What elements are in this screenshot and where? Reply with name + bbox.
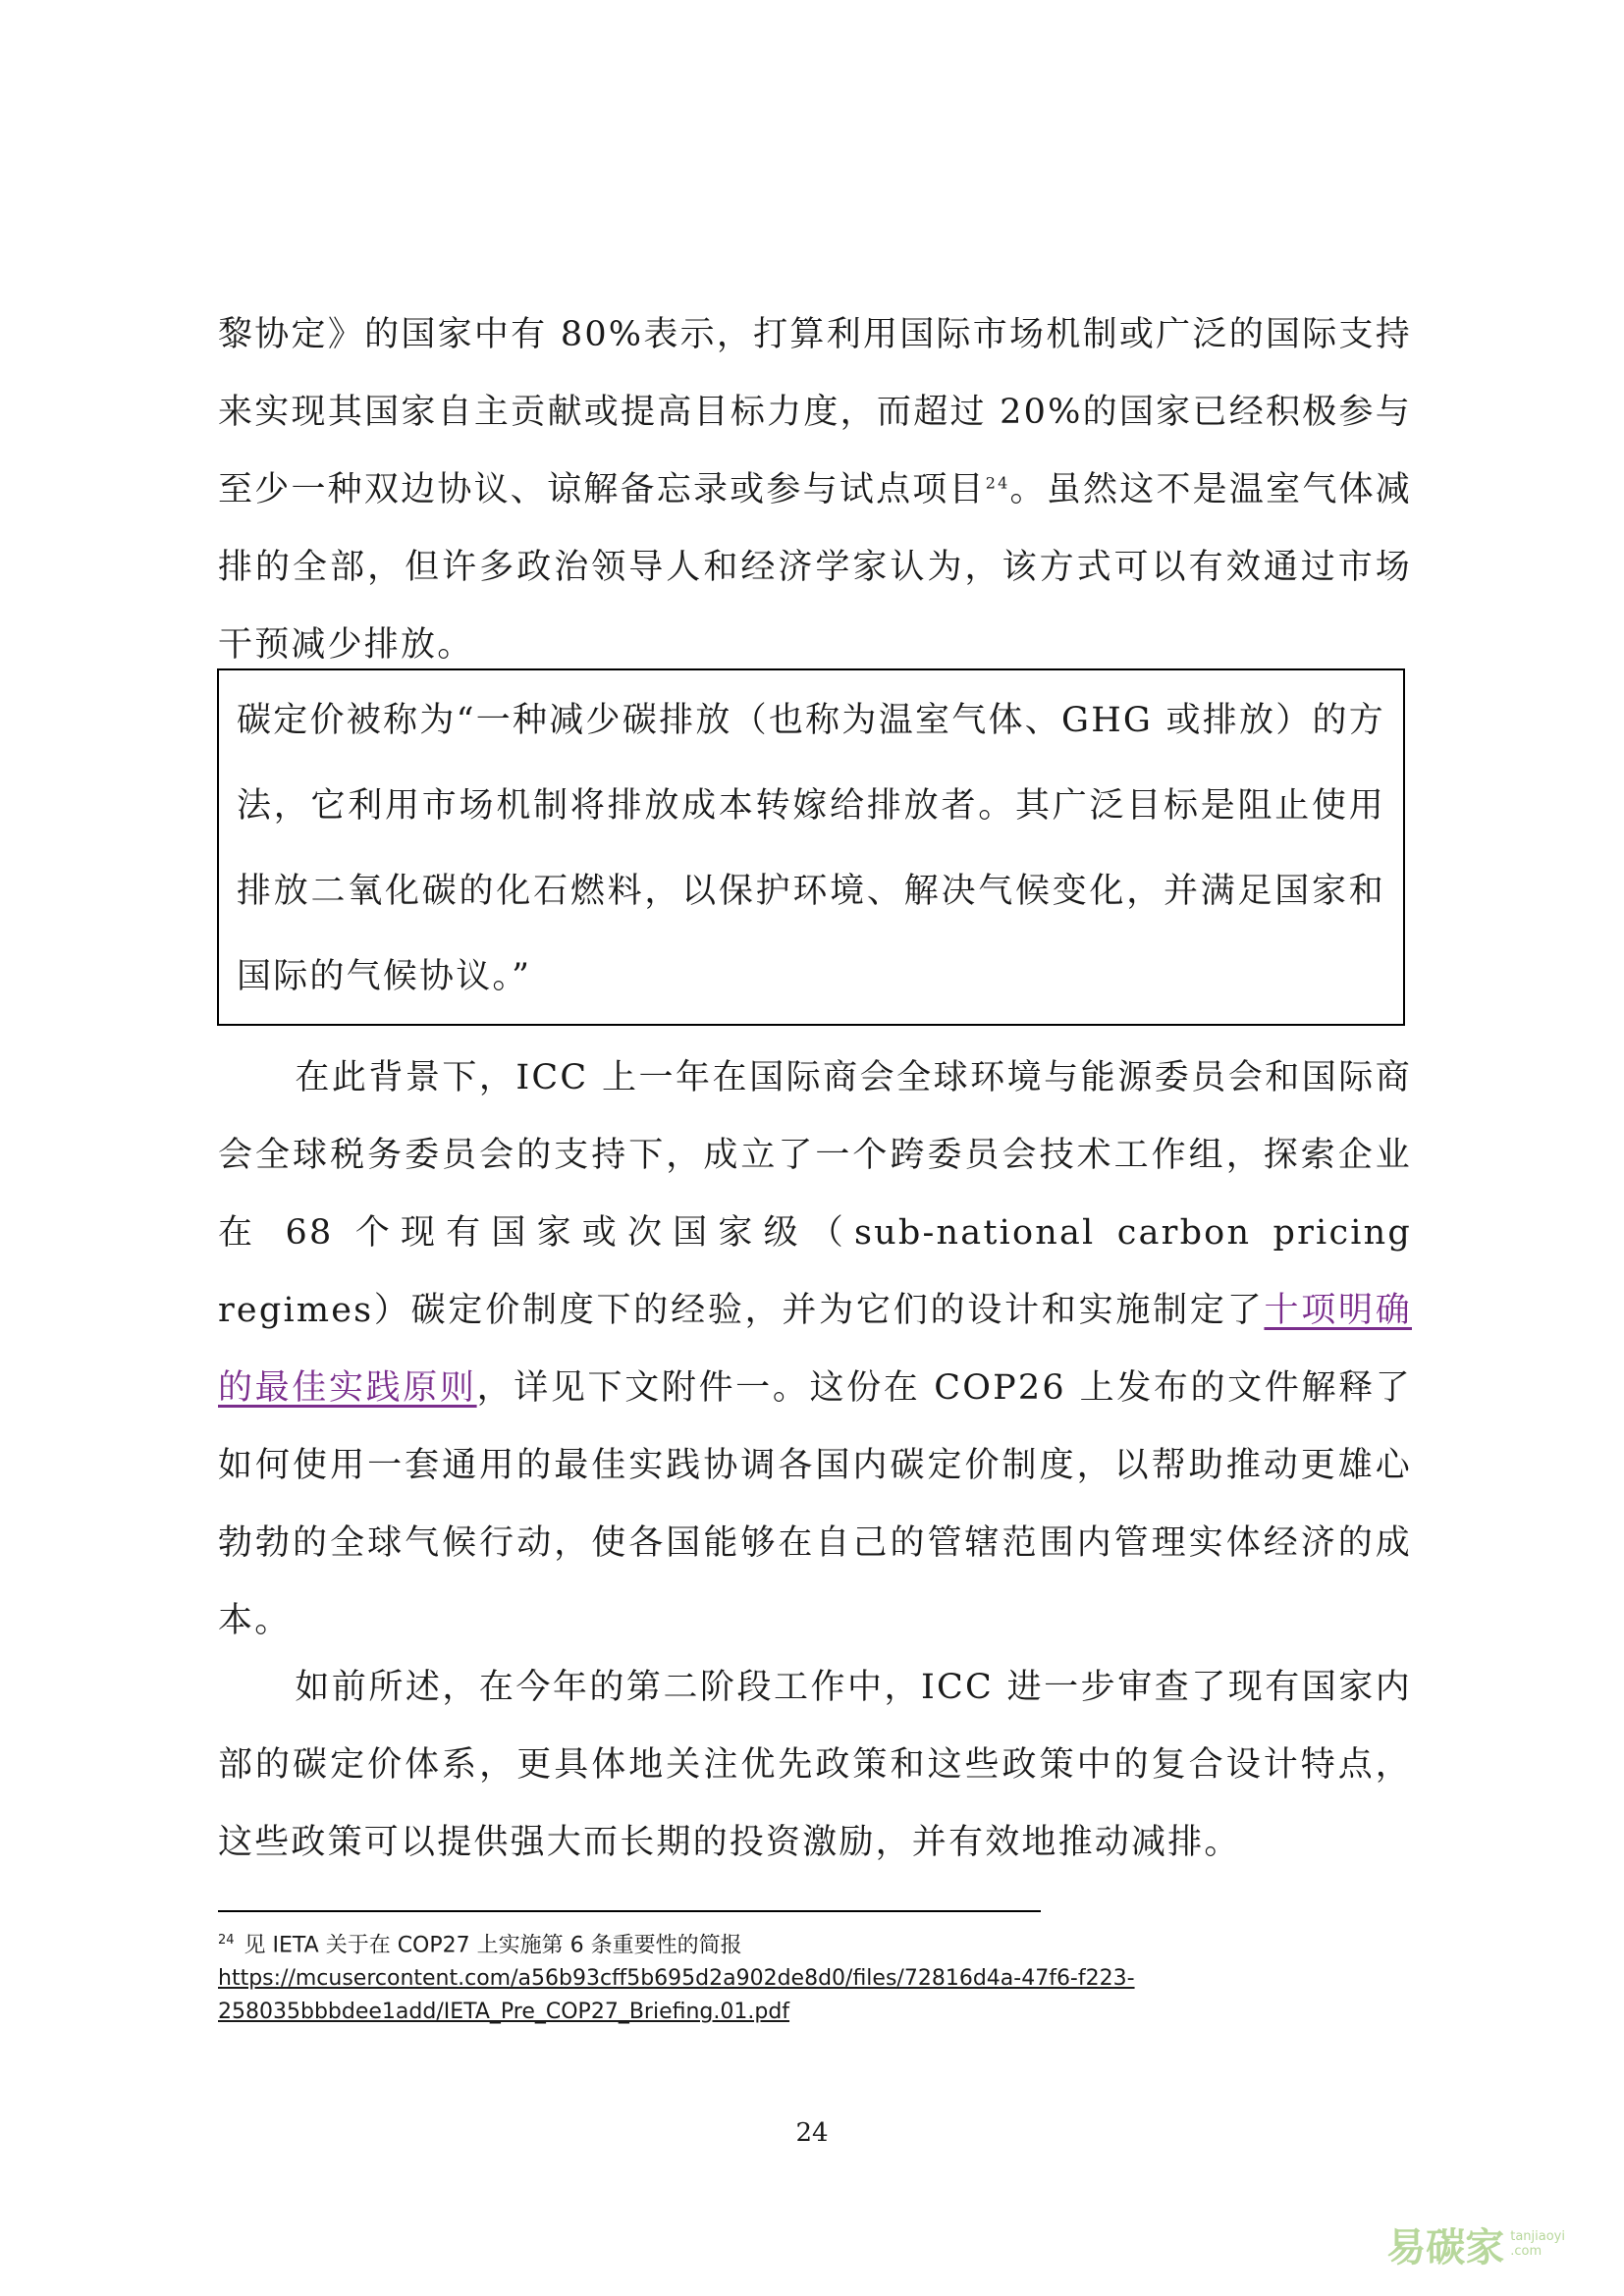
watermark-logo [1386, 2219, 1565, 2269]
footnote-separator [218, 1910, 1041, 1912]
paragraph-2 [218, 1040, 1412, 1660]
watermark-domain-top: tanjiaoyi [1510, 2229, 1565, 2244]
footnote-reference-24[interactable]: 24 [985, 473, 1010, 493]
quote-text: 碳定价被称为“一种减少碳排放（也称为温室气体、GHG 或排放）的方法，它利用市场机制将排放成本转嫁给排放者。其广泛目标是阻止使用排放二氧化碳的化石燃料，以保护环境、解决气候变化，并满足国家和国际的气候协议。” [237, 701, 1385, 996]
page-number: 24 [795, 2118, 829, 2148]
footnote-text: 见 IETA 关于在 COP27 上实施第 6 条重要性的简报 [244, 1933, 742, 1958]
best-practice-principles-link[interactable]: 十项明确的最佳实践原则 [218, 1291, 1412, 1408]
watermark-domain-bottom: .com [1510, 2244, 1543, 2259]
paragraph-3 [218, 1649, 1412, 1882]
paragraph-1-text: 黎协定》的国家中有 80%表示，打算利用国际市场机制或广泛的国际支持来实现其国家自主贡献或提高目标力度，而超过 20%的国家已经积极参与至少一种双边协议、谅解备忘录或参与试点项目 [218, 315, 1412, 509]
paragraph-1 [218, 296, 1412, 684]
watermark-domain [1510, 2229, 1565, 2259]
paragraph-2-text-cont: ，详见下文附件一。这份在 COP26 上发布的文件解释了如何使用一套通用的最佳实践协调各国内碳定价制度，以帮助推动更雄心勃勃的全球气候行动，使各国能够在自己的管辖范围内管理实体经济的成本。 [218, 1368, 1412, 1640]
footnote-24 [218, 1924, 1298, 2029]
paragraph-1-text-cont: 。虽然这不是温室气体减排的全部，但许多政治领导人和经济学家认为，该方式可以有效通过市场干预减少排放。 [218, 470, 1413, 665]
footnote-url-line-1[interactable]: https://mcusercontent.com/a56b93cff5b695d2a902de8d0/files/72816d4a-47f6-f223- [218, 1966, 1135, 1992]
paragraph-3-text: 如前所述，在今年的第二阶段工作中，ICC 进一步审查了现有国家内部的碳定价体系，更具体地关注优先政策和这些政策中的复合设计特点，这些政策可以提供强大而长期的投资激励，并有效地推动减排。 [218, 1668, 1412, 1862]
paragraph-2-text: 在此背景下，ICC 上一年在国际商会全球环境与能源委员会和国际商会全球税务委员会的支持下，成立了一个跨委员会技术工作组，探索企业在 68 个现有国家或次国家级（sub-national carbon pricing regimes）碳定价制度下的经验，并为它们的设计和实施制定了 [218, 1058, 1412, 1330]
watermark-brand: 易碳家 [1386, 2224, 1505, 2270]
footnote-number: 24 [218, 1933, 235, 1948]
footnote-line [218, 1924, 1298, 1962]
footnote-url-line-2[interactable]: 258035bbbdee1add/IETA_Pre_COP27_Briefing.01.pdf [218, 2000, 790, 2025]
definition-quote-box [217, 668, 1405, 1026]
